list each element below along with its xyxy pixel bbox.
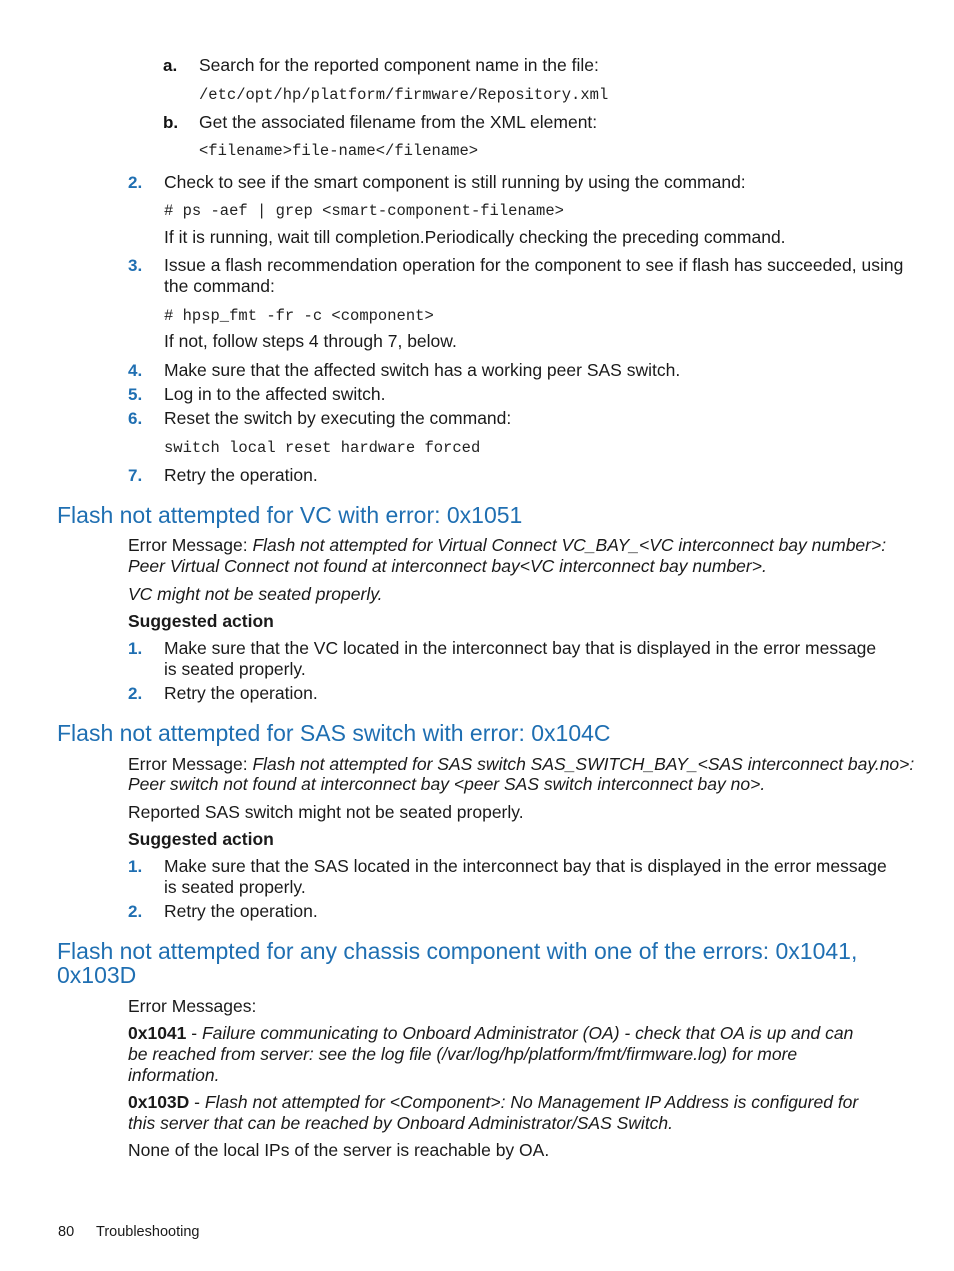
action-number: 1. bbox=[128, 639, 143, 658]
error-separator: - bbox=[189, 1092, 205, 1112]
step-number: 2. bbox=[128, 173, 143, 192]
error-note: VC might not be seated properly. bbox=[128, 584, 383, 604]
section-heading-chassis-cont: 0x103D bbox=[57, 962, 137, 988]
step-number: 5. bbox=[128, 385, 143, 404]
error-messages-label: Error Messages: bbox=[128, 996, 257, 1016]
step-after-text: If not, follow steps 4 through 7, below. bbox=[164, 331, 457, 351]
section-heading-sas: Flash not attempted for SAS switch with error: 0x104C bbox=[57, 720, 611, 746]
step-text: Retry the operation. bbox=[164, 465, 318, 485]
suggested-action-label: Suggested action bbox=[128, 611, 274, 631]
step-text: Reset the switch by executing the command: bbox=[164, 408, 512, 428]
step-number: 6. bbox=[128, 409, 143, 428]
error-description: information. bbox=[128, 1065, 220, 1085]
error-description: be reached from server: see the log file (/var/log/hp/platform/fmt/firmware.log) for more bbox=[128, 1044, 798, 1064]
substep-b-text: Get the associated filename from the XML element: bbox=[199, 112, 598, 132]
step-text: Check to see if the smart component is still running by using the command: bbox=[164, 172, 746, 192]
error-note: Reported SAS switch might not be seated properly. bbox=[128, 802, 524, 822]
error-entry-0x103d bbox=[128, 1092, 858, 1113]
substep-b-marker: b. bbox=[163, 113, 179, 132]
section-heading-vc: Flash not attempted for VC with error: 0x1051 bbox=[57, 502, 523, 528]
error-message-text: Peer Virtual Connect not found at interconnect bay<VC interconnect bay number>. bbox=[128, 556, 767, 576]
substep-b-code: <filename>file-name</filename> bbox=[199, 142, 479, 160]
action-text: Retry the operation. bbox=[164, 901, 318, 921]
step-text: the command: bbox=[164, 276, 275, 296]
footer-section-title: Troubleshooting bbox=[96, 1224, 200, 1240]
step-text: Issue a flash recommendation operation for the component to see if flash has succeeded, using bbox=[164, 255, 904, 275]
error-message bbox=[128, 754, 914, 775]
step-text: Make sure that the affected switch has a working peer SAS switch. bbox=[164, 360, 681, 380]
error-message-text: Peer switch not found at interconnect bay <peer SAS switch interconnect bay no>. bbox=[128, 774, 766, 794]
step-code: # hpsp_fmt -fr -c <component> bbox=[164, 307, 434, 325]
action-number: 2. bbox=[128, 684, 143, 703]
error-description: Flash not attempted for <Component>: No Management IP Address is configured for bbox=[204, 1092, 859, 1112]
error-message-label: Error Message: bbox=[128, 535, 253, 555]
page-number: 80 bbox=[58, 1224, 75, 1240]
substep-a-marker: a. bbox=[163, 56, 178, 75]
step-number: 3. bbox=[128, 256, 143, 275]
step-number: 4. bbox=[128, 361, 143, 380]
error-description: this server that can be reached by Onboard Administrator/SAS Switch. bbox=[128, 1113, 674, 1133]
error-code: 0x103D bbox=[128, 1092, 190, 1112]
section-heading-chassis: Flash not attempted for any chassis component with one of the errors: 0x1041, bbox=[57, 938, 858, 964]
action-text: Make sure that the SAS located in the interconnect bay that is displayed in the error message bbox=[164, 856, 887, 876]
step-number: 7. bbox=[128, 466, 143, 485]
suggested-action-label: Suggested action bbox=[128, 829, 274, 849]
error-note: None of the local IPs of the server is reachable by OA. bbox=[128, 1140, 550, 1160]
error-description: Failure communicating to Onboard Administrator (OA) - check that OA is up and can bbox=[201, 1023, 854, 1043]
step-after-text: If it is running, wait till completion.Periodically checking the preceding command. bbox=[164, 227, 786, 247]
action-text: is seated properly. bbox=[164, 659, 306, 679]
error-entry-0x1041 bbox=[128, 1023, 853, 1044]
error-message bbox=[128, 535, 886, 556]
error-message-text: Flash not attempted for Virtual Connect VC_BAY_<VC interconnect bay number>: bbox=[252, 535, 887, 555]
substep-a-code: /etc/opt/hp/platform/firmware/Repository.xml bbox=[199, 86, 609, 104]
step-code: switch local reset hardware forced bbox=[164, 439, 481, 457]
error-code: 0x1041 bbox=[128, 1023, 187, 1043]
substep-a-text: Search for the reported component name in the file: bbox=[199, 55, 599, 75]
step-text: Log in to the affected switch. bbox=[164, 384, 386, 404]
action-text: Make sure that the VC located in the interconnect bay that is displayed in the error message bbox=[164, 638, 877, 658]
step-code: # ps -aef | grep <smart-component-filename> bbox=[164, 202, 564, 220]
action-text: Retry the operation. bbox=[164, 683, 318, 703]
error-message-text: Flash not attempted for SAS switch SAS_SWITCH_BAY_<SAS interconnect bay.no>: bbox=[252, 754, 915, 774]
action-number: 1. bbox=[128, 857, 143, 876]
error-separator: - bbox=[186, 1023, 202, 1043]
action-text: is seated properly. bbox=[164, 877, 306, 897]
error-message-label: Error Message: bbox=[128, 754, 253, 774]
action-number: 2. bbox=[128, 902, 143, 921]
